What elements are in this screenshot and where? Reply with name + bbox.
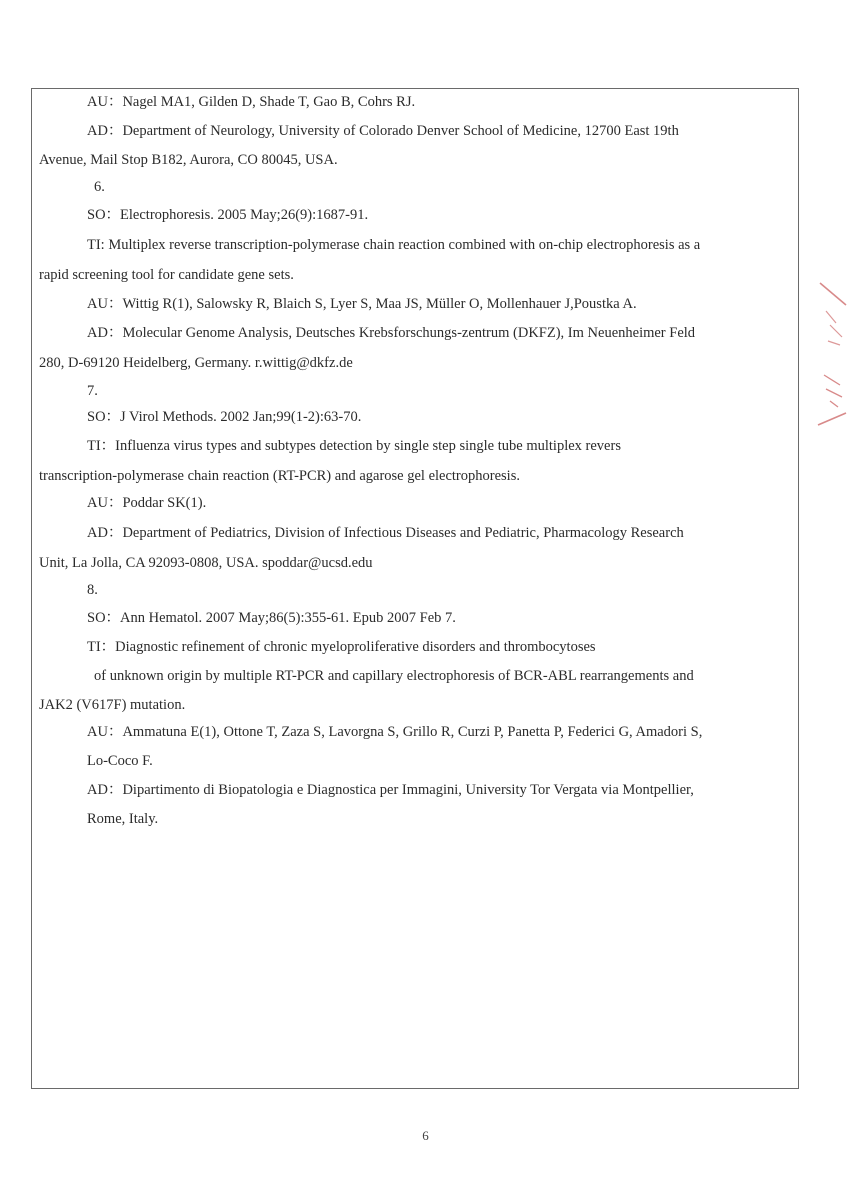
line-so-virol: SO：J Virol Methods. 2002 Jan;99(1-2):63-70. [87, 409, 362, 425]
line-ti-diagnostic: TI：Diagnostic refinement of chronic myeloproliferative disorders and thrombocytoses [87, 639, 596, 655]
line-ti-multiplex-cont: rapid screening tool for candidate gene sets. [39, 267, 294, 283]
line-ti-diagnostic-cont: of unknown origin by multiple RT-PCR and capillary electrophoresis of BCR-ABL rearrangements and [94, 668, 694, 684]
line-ad-neurology-cont: Avenue, Mail Stop B182, Aurora, CO 80045, USA. [39, 152, 338, 168]
entry-number-8: 8. [87, 582, 98, 598]
entry-number-7: 7. [87, 383, 98, 399]
line-ad-pediatrics-cont: Unit, La Jolla, CA 92093-0808, USA. spoddar@ucsd.edu [39, 555, 373, 571]
line-ad-neurology: AD：Department of Neurology, University of Colorado Denver School of Medicine, 12700 East 19th [87, 123, 679, 139]
line-ad-genome-cont: 280, D-69120 Heidelberg, Germany. r.wittig@dkfz.de [39, 355, 353, 371]
line-ti-diagnostic-cont2: JAK2 (V617F) mutation. [39, 697, 186, 713]
line-so-electrophoresis: SO：Electrophoresis. 2005 May;26(9):1687-91. [87, 207, 369, 223]
line-ad-pediatrics: AD：Department of Pediatrics, Division of Infectious Diseases and Pediatric, Pharmacology Research [87, 525, 684, 541]
line-ti-influenza: TI：Influenza virus types and subtypes detection by single step single tube multiplex revers [87, 438, 621, 454]
line-au-wittig: AU：Wittig R(1), Salowsky R, Blaich S, Lyer S, Maa JS, Müller O, Mollenhauer J,Poustka A. [87, 296, 637, 312]
page-number: 6 [422, 1128, 429, 1143]
line-ad-genome: AD：Molecular Genome Analysis, Deutsches Krebsforschungs-zentrum (DKFZ), Im Neuenheimer Feld [87, 325, 696, 341]
line-au-poddar: AU：Poddar SK(1). [87, 495, 207, 511]
entry-number-6: 6. [94, 179, 105, 195]
line-so-hematol: SO：Ann Hematol. 2007 May;86(5):355-61. Epub 2007 Feb 7. [87, 610, 456, 626]
line-au-ammatuna-cont: Lo-Coco F. [87, 753, 153, 769]
line-ad-dipartimento: AD：Dipartimento di Biopatologia e Diagnostica per Immagini, University Tor Vergata via Montpellier, [87, 782, 694, 798]
line-ti-influenza-cont: transcription-polymerase chain reaction (RT-PCR) and agarose gel electrophoresis. [39, 468, 520, 484]
seal-stamp-mark [812, 275, 851, 445]
line-ti-multiplex: TI: Multiplex reverse transcription-polymerase chain reaction combined with on-chip electrophoresis as a [87, 237, 701, 253]
line-au-ammatuna: AU：Ammatuna E(1), Ottone T, Zaza S, Lavorgna S, Grillo R, Curzi P, Panetta P, Federici G, Amadori S, [87, 724, 703, 740]
line-au-nagel: AU：Nagel MA1, Gilden D, Shade T, Gao B, Cohrs RJ. [87, 94, 416, 110]
line-ad-dipartimento-cont: Rome, Italy. [87, 811, 159, 827]
